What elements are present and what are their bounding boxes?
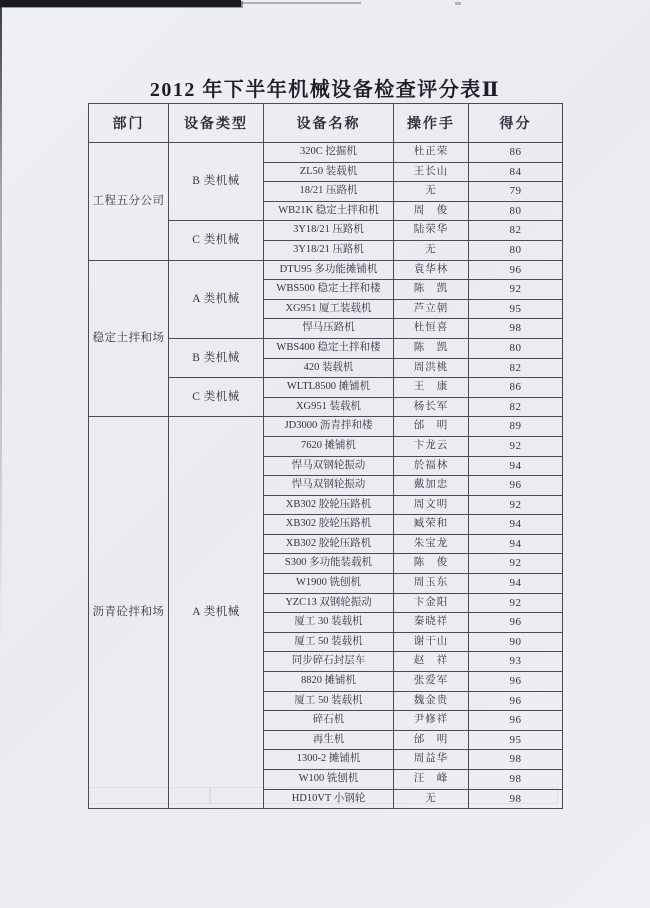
operator-cell: 周益华 — [394, 750, 469, 770]
score-cell: 92 — [469, 554, 563, 574]
score-cell: 96 — [469, 260, 563, 280]
operator-cell: 卞龙云 — [394, 436, 469, 456]
equipment-name-cell: 悍马双钢轮振动 — [264, 456, 394, 476]
operator-cell: 谢干山 — [394, 632, 469, 652]
operator-cell: 邰 明 — [394, 730, 469, 750]
operator-cell: 於福林 — [394, 456, 469, 476]
score-cell: 92 — [469, 280, 563, 300]
page-title: 2012 年下半年机械设备检查评分表Ⅱ — [149, 79, 501, 101]
score-cell: 89 — [469, 417, 563, 437]
score-cell: 80 — [469, 201, 563, 221]
score-cell: 98 — [469, 789, 563, 809]
score-cell: 90 — [469, 632, 563, 652]
equipment-name-cell: DTU95 多功能摊铺机 — [264, 260, 394, 280]
equipment-name-cell: 碎石机 — [264, 711, 394, 731]
scan-edge-artifact-tail — [241, 2, 361, 4]
equipment-name-cell: 悍马双钢轮振动 — [264, 476, 394, 496]
equipment-name-cell: 3Y18/21 压路机 — [264, 240, 394, 260]
operator-cell: 张爱军 — [394, 672, 469, 692]
equipment-type-cell: B 类机械 — [169, 338, 264, 377]
reverse-side-bleed-through — [210, 787, 558, 804]
column-header: 设备类型 — [169, 104, 264, 143]
operator-cell: 邰 明 — [394, 417, 469, 437]
score-cell: 96 — [469, 711, 563, 731]
score-cell: 80 — [469, 338, 563, 358]
equipment-name-cell: HD10VT 小钢轮 — [264, 789, 394, 809]
score-cell: 92 — [469, 436, 563, 456]
equipment-name-cell: 18/21 压路机 — [264, 182, 394, 202]
equipment-name-cell: 8820 摊铺机 — [264, 672, 394, 692]
operator-cell: 秦晓祥 — [394, 613, 469, 633]
operator-cell: 陈 凯 — [394, 280, 469, 300]
score-cell: 92 — [469, 495, 563, 515]
equipment-name-cell: JD3000 沥青拌和楼 — [264, 417, 394, 437]
operator-cell: 魏金贵 — [394, 691, 469, 711]
column-header: 部门 — [89, 104, 169, 143]
table-row — [89, 260, 563, 280]
department-cell: 稳定土拌和场 — [89, 260, 169, 417]
score-cell: 94 — [469, 515, 563, 535]
equipment-name-cell: W1900 铣刨机 — [264, 574, 394, 594]
score-cell: 95 — [469, 730, 563, 750]
operator-cell: 袁华林 — [394, 260, 469, 280]
operator-cell: 朱宝龙 — [394, 534, 469, 554]
operator-cell: 无 — [394, 240, 469, 260]
operator-cell: 周文明 — [394, 495, 469, 515]
equipment-type-cell: C 类机械 — [169, 378, 264, 417]
equipment-name-cell: 再生机 — [264, 730, 394, 750]
operator-cell: 杜正荣 — [394, 143, 469, 163]
operator-cell: 周玉东 — [394, 574, 469, 594]
equipment-name-cell: XB302 胶轮压路机 — [264, 515, 394, 535]
score-cell: 98 — [469, 319, 563, 339]
equipment-name-cell: XG951 厦工装载机 — [264, 299, 394, 319]
equipment-type-cell: A 类机械 — [169, 260, 264, 338]
operator-cell: 赵 祥 — [394, 652, 469, 672]
equipment-name-cell: 1300-2 摊铺机 — [264, 750, 394, 770]
equipment-name-cell: W100 铣刨机 — [264, 770, 394, 790]
operator-cell: 陆荣华 — [394, 221, 469, 241]
operator-cell: 无 — [394, 789, 469, 809]
operator-cell: 王长山 — [394, 162, 469, 182]
operator-cell: 杨长军 — [394, 397, 469, 417]
score-cell: 86 — [469, 378, 563, 398]
score-cell: 95 — [469, 299, 563, 319]
equipment-name-cell: 3Y18/21 压路机 — [264, 221, 394, 241]
operator-cell: 王 康 — [394, 378, 469, 398]
operator-cell: 芦立朝 — [394, 299, 469, 319]
operator-cell: 无 — [394, 182, 469, 202]
equipment-type-cell: B 类机械 — [169, 143, 264, 221]
score-cell: 82 — [469, 358, 563, 378]
score-cell: 80 — [469, 240, 563, 260]
score-cell: 94 — [469, 534, 563, 554]
score-cell: 98 — [469, 750, 563, 770]
equipment-name-cell: 悍马压路机 — [264, 319, 394, 339]
equipment-type-cell: C 类机械 — [169, 221, 264, 260]
score-cell: 96 — [469, 672, 563, 692]
equipment-name-cell: 320C 挖掘机 — [264, 143, 394, 163]
department-cell: 工程五分公司 — [89, 143, 169, 261]
operator-cell: 杜恒喜 — [394, 319, 469, 339]
equipment-name-cell: WLTL8500 摊铺机 — [264, 378, 394, 398]
score-cell: 96 — [469, 476, 563, 496]
equipment-name-cell: ZL50 装载机 — [264, 162, 394, 182]
operator-cell: 周 俊 — [394, 201, 469, 221]
equipment-name-cell: YZC13 双钢轮振动 — [264, 593, 394, 613]
score-cell: 93 — [469, 652, 563, 672]
operator-cell: 汪 峰 — [394, 770, 469, 790]
equipment-name-cell: WBS400 稳定土拌和楼 — [264, 338, 394, 358]
scan-speck — [455, 2, 461, 5]
column-header: 得分 — [469, 104, 563, 143]
table-body — [89, 143, 563, 809]
department-cell: 沥青砼拌和场 — [89, 417, 169, 809]
scan-edge-artifact — [0, 0, 241, 7]
score-cell: 96 — [469, 613, 563, 633]
score-cell: 84 — [469, 162, 563, 182]
score-cell: 94 — [469, 574, 563, 594]
equipment-name-cell: S300 多功能装载机 — [264, 554, 394, 574]
operator-cell: 周洪桃 — [394, 358, 469, 378]
score-cell: 79 — [469, 182, 563, 202]
equipment-name-cell: XB302 胶轮压路机 — [264, 534, 394, 554]
score-cell: 86 — [469, 143, 563, 163]
score-cell: 98 — [469, 770, 563, 790]
reverse-side-bleed-through-2 — [88, 787, 210, 804]
table-header-row — [89, 104, 563, 143]
table-row — [89, 143, 563, 163]
equipment-name-cell: WB21K 稳定土拌和机 — [264, 201, 394, 221]
equipment-name-cell: XG951 装载机 — [264, 397, 394, 417]
score-cell: 94 — [469, 456, 563, 476]
operator-cell: 陈 俊 — [394, 554, 469, 574]
score-table — [88, 103, 563, 809]
operator-cell: 卞金阳 — [394, 593, 469, 613]
equipment-type-cell: A 类机械 — [169, 417, 264, 809]
score-cell: 92 — [469, 593, 563, 613]
equipment-name-cell: 420 装载机 — [264, 358, 394, 378]
equipment-name-cell: 7620 摊铺机 — [264, 436, 394, 456]
column-header: 设备名称 — [264, 104, 394, 143]
column-header: 操作手 — [394, 104, 469, 143]
equipment-name-cell: 厦工 50 装载机 — [264, 691, 394, 711]
score-cell: 96 — [469, 691, 563, 711]
equipment-name-cell: 厦工 30 装载机 — [264, 613, 394, 633]
equipment-name-cell: WBS500 稳定土拌和楼 — [264, 280, 394, 300]
score-cell: 82 — [469, 221, 563, 241]
operator-cell: 戴加忠 — [394, 476, 469, 496]
score-cell: 82 — [469, 397, 563, 417]
operator-cell: 尹修祥 — [394, 711, 469, 731]
equipment-name-cell: 同步碎石封层车 — [264, 652, 394, 672]
equipment-name-cell: 厦工 50 装载机 — [264, 632, 394, 652]
operator-cell: 臧荣和 — [394, 515, 469, 535]
equipment-name-cell: XB302 胶轮压路机 — [264, 495, 394, 515]
operator-cell: 陈 凯 — [394, 338, 469, 358]
table-row — [89, 417, 563, 437]
